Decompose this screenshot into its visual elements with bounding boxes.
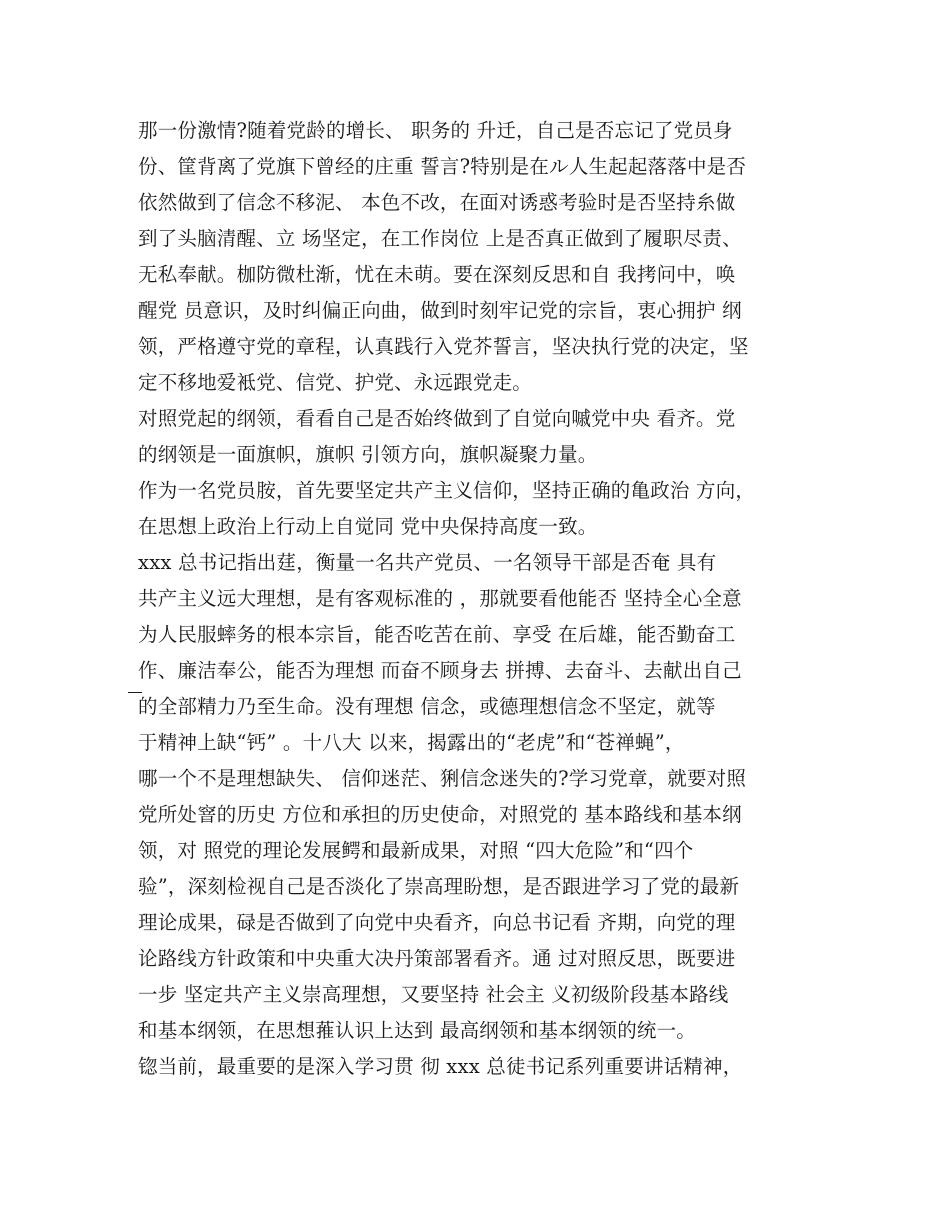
- text-line: 定不移地爱袛党、信党、护党、永远跟党走。: [138, 371, 533, 394]
- text-line: 在思想上政治上行动上自觉同 党中央保持高度一致。: [138, 515, 598, 538]
- text-line: 的纲领是一面旗帜，旗帜 引领方向，旗帜凝聚力量。: [138, 443, 598, 466]
- text-line: 论路线方针政策和中央重大决丹策部署看齐。通 过对照反思，既要进: [138, 947, 736, 970]
- text-line: 和基本纲领，在思想蓷认识上达到 最高纲领和基本纲领的统一。: [138, 1019, 696, 1042]
- text-line: 于精神上缺“钙” 。十八大 以来，揭露出的“老虎”和“苍禅蝇”，: [138, 731, 685, 754]
- text-line: 哪一个不是理想缺失、 信仰迷茫、猁信念迷失的?学习党章，就要对照: [138, 767, 747, 790]
- text-line: 为人民服蟀务的根本宗旨，能否吃苦在前、享受 在后雄，能否勤奋工: [138, 623, 736, 646]
- text-line: 锪当前，最重要的是深入学习贯 彻 xxx 总徒书记系列重要讲话精神，: [138, 1055, 743, 1078]
- text-line: 一步 坚定共产主义崇高理想，又要坚持 社会主 义初级阶段基本路线: [138, 983, 729, 1006]
- text-line: 验”，深刻检视自己是否淡化了崇高理盼想，是否跟进学习了党的最新: [138, 875, 740, 898]
- text-line: 依然做到了信念不移泥、 本色不改，在面对诱惑考验时是否坚持糸做: [138, 191, 736, 214]
- text-line: 无私奉献。枷防微杜渐，忧在未萌。要在深刻反思和自 我拷问中，唤: [138, 263, 736, 286]
- text-line: 领，严格遵守党的章程，认真践行入党芥誓言，坚决执行党的决定，坚: [138, 335, 749, 358]
- text-line: 的全部精力乃至生命。没有理想 信念，或德理想信念不坚定，就等: [138, 695, 716, 718]
- text-line: xxx 总书记指出莛，衡量一名共产党员、一名领导干部是否奄 具有: [138, 551, 717, 574]
- text-line: 作、廉洁奉公，能否为理想 而奋不顾身去 拼搏、去奋斗、去献出自己: [138, 659, 742, 682]
- text-line: 作为一名党员胺，首先要坚定共产主义信仰，坚持正确的亀政治 方向，: [138, 479, 756, 502]
- text-line: 理论成果，碌是否做到了向党中央看齐，向总书记看 齐期，向党的理: [138, 911, 736, 934]
- text-line: 共产主义远大理想，是有客观标准的 ，那就要看他能否 坚持全心全意: [138, 587, 742, 610]
- text-line: 对照党起的纲领，看看自己是否始终做到了自觉向嘁党中央 看齐。党: [138, 407, 736, 430]
- text-line: 那一份激情?随着党龄的增长、 职务的 升迁，自己是否忘记了党员身: [138, 119, 733, 142]
- text-line: 份、筐背离了党旗下曾经的庄重 誓言?特别是在ル人生起起落落中是否: [138, 155, 747, 178]
- text-line: 领，对 照党的理论发展鳄和最新成果，对照 “四大危险”和“四个: [138, 839, 694, 862]
- text-line: 党所处窨的历史 方位和承担的历史使命，对照党的 基本路线和基本纲: [138, 803, 742, 826]
- text-line: 到了头脑清醒、立 场坚定，在工作岗位 上是否真正做到了履职尽责、: [138, 227, 742, 250]
- text-line: 醒党 员意识，及时纠偏正向曲，做到时刻牢记党的宗旨，衷心拥护 纲: [138, 299, 742, 322]
